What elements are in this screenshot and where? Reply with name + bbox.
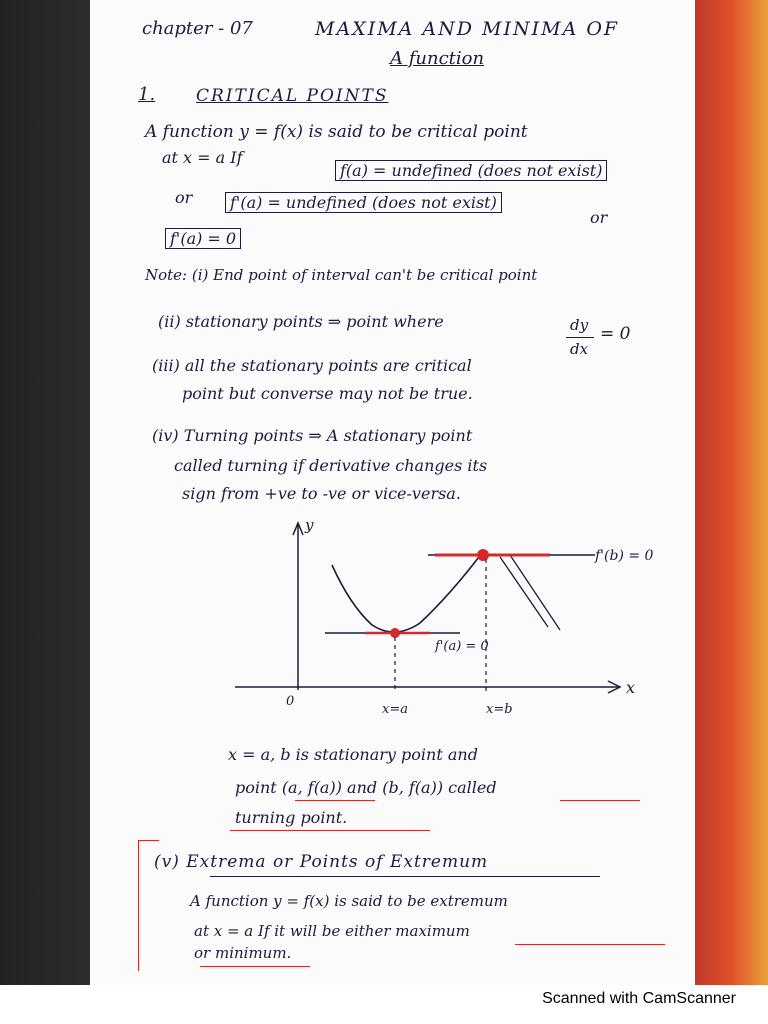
section-v-heading: (v) Extrema or Points of Extremum: [154, 852, 489, 872]
box-fprime-zero: f'(a) = 0: [165, 228, 241, 249]
y-axis-label: y: [305, 516, 314, 534]
label-fprime-b: f'(b) = 0: [595, 548, 654, 564]
note-iii-line-1: (iii) all the stationary points are critical: [152, 356, 472, 375]
underline-turning: [230, 830, 430, 831]
turning-point-graph: [90, 515, 695, 735]
underline-max: [515, 944, 665, 945]
page-title: MAXIMA AND MINIMA OF: [315, 18, 620, 40]
scan-background-right: [695, 0, 768, 985]
function-curve: [332, 553, 482, 632]
underline-extrema: [210, 876, 600, 877]
underline-called: [560, 800, 640, 801]
note-iv-line-2: called turning if derivative changes its: [174, 456, 488, 475]
or-label: or: [175, 188, 193, 207]
note-iv-line-1: (iv) Turning points ⇒ A stationary point: [152, 426, 473, 445]
page-subtitle: A function: [390, 48, 485, 69]
note-ii-eq: = 0: [600, 324, 631, 344]
scanner-watermark: Scanned with CamScanner: [542, 990, 736, 1007]
origin-label: 0: [286, 694, 295, 709]
label-fprime-a: f'(a) = 0: [435, 639, 489, 654]
scan-background-left: [0, 0, 90, 985]
note-iii-line-2: point but converse may not be true.: [182, 384, 473, 403]
definition-line-1: A function y = f(x) is said to be critical point: [145, 122, 528, 142]
descending-line-1: [510, 555, 560, 630]
note-ii-dx: dx: [570, 340, 589, 358]
turning-point-b: [477, 549, 489, 561]
chapter-label: chapter - 07: [142, 18, 253, 39]
underline-points: [295, 800, 375, 801]
after-graph-line-3: turning point.: [235, 808, 348, 827]
note-iv-line-3: sign from +ve to -ve or vice-versa.: [182, 484, 461, 503]
note-i: Note: (i) End point of interval can't be critical point: [145, 266, 538, 284]
fraction-bar: [566, 337, 594, 338]
note-ii-dy: dy: [570, 316, 589, 334]
note-ii: (ii) stationary points ⇒ point where: [158, 312, 444, 331]
section-number: 1.: [138, 84, 156, 105]
after-graph-line-2: point (a, f(a)) and (b, f(a)) called: [235, 778, 497, 797]
turning-point-a: [390, 628, 400, 638]
after-graph-line-1: x = a, b is stationary point and: [228, 745, 478, 764]
notebook-page: [90, 0, 695, 985]
box-fprime-undefined: f'(a) = undefined (does not exist): [225, 192, 502, 213]
section-heading: CRITICAL POINTS: [196, 86, 389, 106]
definition-line-2: at x = a If: [162, 148, 243, 167]
section-v-line-3: or minimum.: [194, 944, 292, 962]
x-axis-label: x: [626, 678, 636, 697]
or-label-2: or: [590, 208, 608, 227]
section-v-line-1: A function y = f(x) is said to be extremum: [190, 892, 508, 910]
underline-min: [200, 966, 310, 967]
box-f-undefined: f(a) = undefined (does not exist): [335, 160, 607, 181]
label-x-a: x=a: [382, 702, 408, 717]
section-v-line-2: at x = a If it will be either maximum: [194, 922, 470, 940]
descending-line-2: [500, 557, 548, 627]
label-x-b: x=b: [486, 702, 513, 717]
